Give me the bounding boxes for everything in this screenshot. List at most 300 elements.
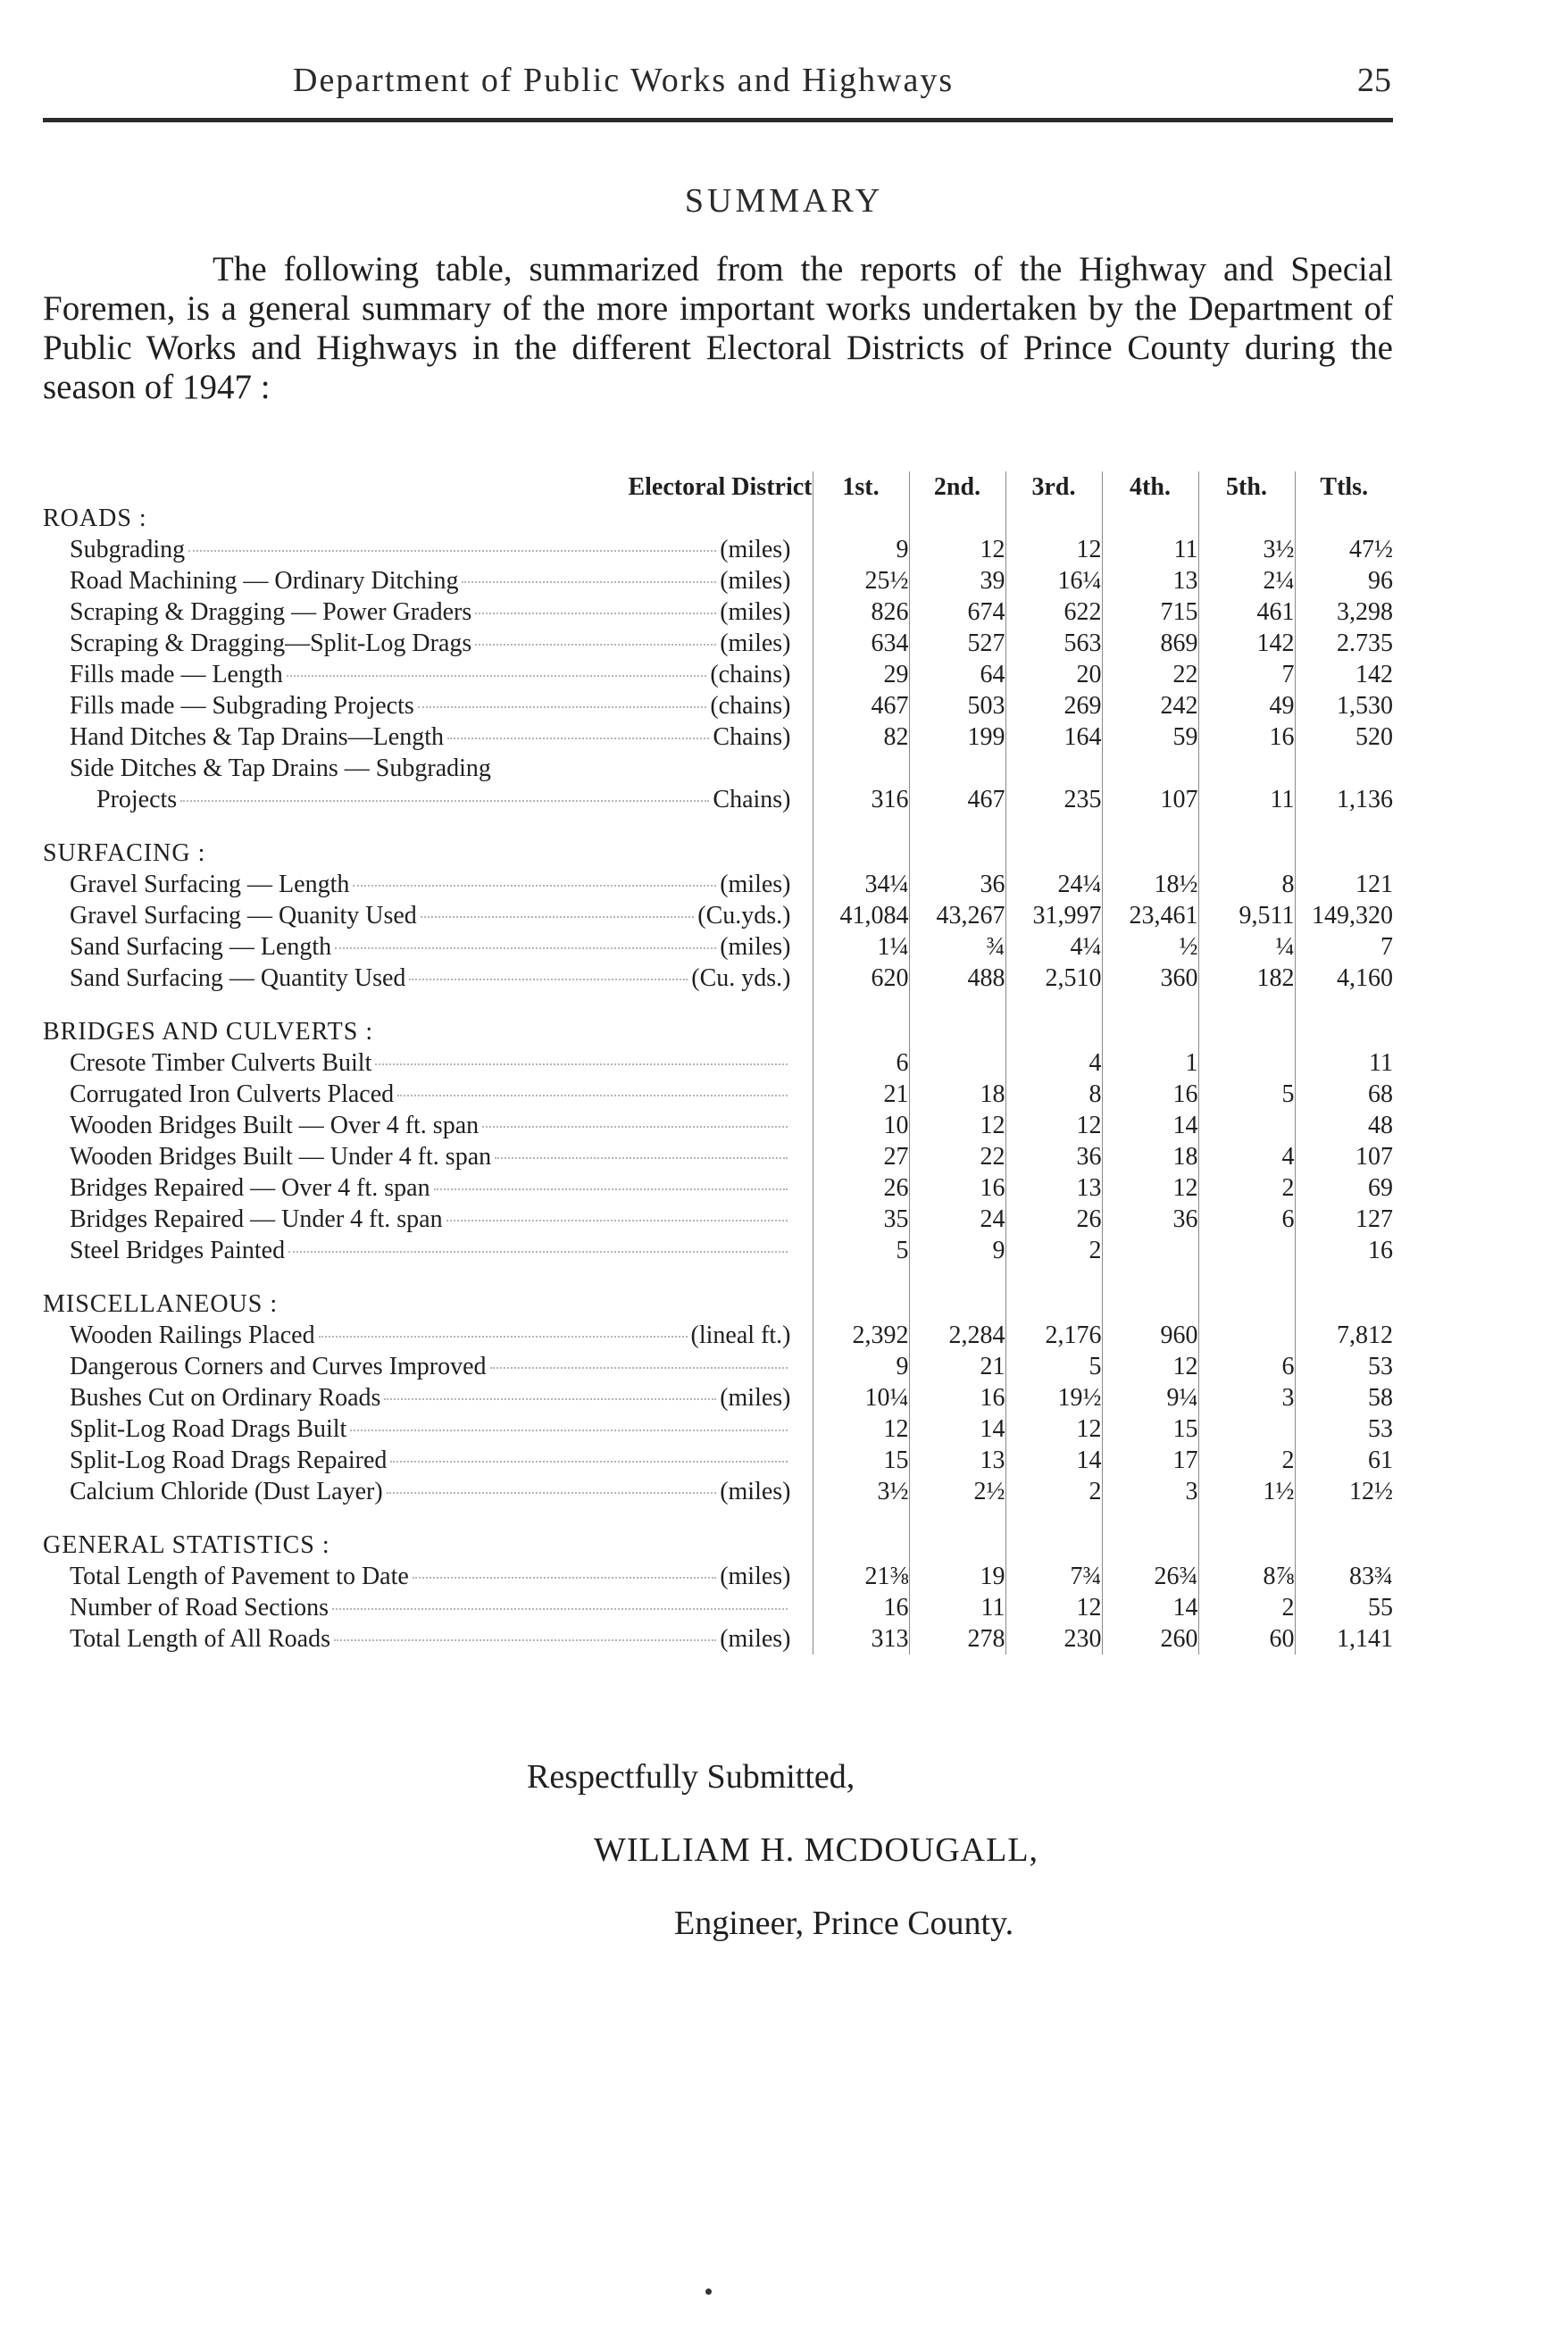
row-unit: (miles) [720, 536, 791, 563]
row-label-cell [43, 1204, 813, 1235]
table-row [43, 963, 1393, 994]
district-value-cell: 8 [1198, 869, 1295, 900]
district-value-cell: 64 [909, 659, 1005, 690]
district-value-cell: 5 [1198, 1079, 1295, 1110]
dot-leader [482, 1125, 787, 1128]
table-row [43, 1351, 1393, 1382]
district-value-cell: 7 [1198, 659, 1295, 690]
row-label-wrap [70, 1382, 813, 1413]
district-value-cell: 620 [813, 963, 909, 994]
row-label: Fills made — Subgrading Projects [70, 692, 414, 720]
total-cell: 142 [1295, 659, 1393, 690]
row-label-wrap [70, 1110, 813, 1141]
table-row [43, 565, 1393, 596]
row-label-wrap [70, 534, 813, 565]
row-label: Number of Road Sections [70, 1594, 329, 1622]
district-value-cell: 9¼ [1102, 1382, 1198, 1413]
district-value-cell: 41,084 [813, 900, 909, 931]
district-value-cell: ½ [1102, 931, 1198, 963]
district-value-cell: 12 [1102, 1351, 1198, 1382]
district-value-cell: 14 [909, 1413, 1005, 1445]
table-row [43, 596, 1393, 628]
empty-cell [1295, 1530, 1393, 1561]
empty-cell [1295, 503, 1393, 534]
district-value-cell: 16 [909, 1172, 1005, 1204]
district-value-cell: 8⅞ [1198, 1561, 1295, 1592]
row-label: Bridges Repaired — Under 4 ft. span [70, 1205, 443, 1233]
row-label-wrap [70, 963, 813, 994]
total-cell: 2.735 [1295, 628, 1393, 659]
district-value-cell: 2¼ [1198, 565, 1295, 596]
table-row [43, 690, 1393, 721]
district-value-cell: 12 [909, 1110, 1005, 1141]
dot-leader [475, 643, 716, 646]
total-cell: 16 [1295, 1235, 1393, 1266]
dot-leader [319, 1335, 688, 1338]
section-spacer [43, 994, 1393, 1016]
row-label-cell [43, 753, 813, 784]
row-label-wrap [70, 721, 813, 753]
empty-cell [1102, 838, 1198, 869]
empty-cell [1198, 1530, 1295, 1561]
district-value-cell: 82 [813, 721, 909, 753]
district-value-cell: 6 [1198, 1204, 1295, 1235]
district-value-cell: 2 [1005, 1476, 1102, 1507]
spacer-cell [909, 815, 1005, 838]
section-header-row [43, 1530, 1393, 1561]
spacer-cell [1198, 994, 1295, 1016]
row-label-wrap [70, 931, 813, 963]
row-label-cell [43, 1413, 813, 1445]
row-label-cell [43, 1445, 813, 1476]
empty-cell [813, 838, 909, 869]
column-header: 2nd. [909, 471, 1005, 503]
section-header-row [43, 1016, 1393, 1047]
intro-paragraph: The following table, summarized from the reports of the Highway and Special Foremen, is a general summary of the more important works undertaken by the Department of Public Works and Highways in the different Electoral Districts of Prince County during the season of 1947 : [43, 250, 1393, 406]
total-cell: 69 [1295, 1172, 1393, 1204]
dot-leader [334, 1638, 716, 1641]
spacer-cell [813, 994, 909, 1016]
row-label-wrap [70, 628, 813, 659]
empty-cell [1198, 838, 1295, 869]
district-value-cell [1198, 1413, 1295, 1445]
district-value-cell [909, 1047, 1005, 1079]
district-value-cell: 13 [1005, 1172, 1102, 1204]
district-value-cell: 29 [813, 659, 909, 690]
row-label: Bridges Repaired — Over 4 ft. span [70, 1174, 430, 1202]
district-value-cell: 260 [1102, 1623, 1198, 1655]
row-label-wrap [70, 1172, 813, 1204]
header-rule [43, 118, 1393, 122]
dot-leader [434, 1188, 788, 1190]
spacer-cell [1102, 1266, 1198, 1288]
row-label: Total Length of Pavement to Date [70, 1563, 409, 1590]
table-body [43, 503, 1393, 1655]
district-value-cell: 11 [909, 1592, 1005, 1623]
district-value-cell: 15 [1102, 1413, 1198, 1445]
section-title: ROADS : [43, 504, 147, 532]
total-cell: 96 [1295, 565, 1393, 596]
spacer-cell [1295, 994, 1393, 1016]
district-value-cell: 12 [1005, 534, 1102, 565]
row-label-cell [43, 1235, 813, 1266]
district-value-cell: 278 [909, 1623, 1005, 1655]
row-label: Corrugated Iron Culverts Placed [70, 1080, 395, 1108]
section-spacer [43, 815, 1393, 838]
district-value-cell: 24 [909, 1204, 1005, 1235]
spacer-cell [1295, 815, 1393, 838]
row-unit: Chains) [713, 786, 791, 813]
row-label-wrap [70, 1351, 813, 1382]
district-value-cell: 826 [813, 596, 909, 628]
district-value-cell: 49 [1198, 690, 1295, 721]
district-value-cell: 5 [813, 1235, 909, 1266]
row-label: Scraping & Dragging — Power Graders [70, 598, 472, 626]
district-value-cell: 13 [909, 1445, 1005, 1476]
district-value-cell: 35 [813, 1204, 909, 1235]
table-row [43, 1235, 1393, 1266]
empty-cell [909, 1288, 1005, 1320]
row-unit: (miles) [720, 933, 791, 961]
district-value-cell: 9 [813, 534, 909, 565]
row-label-wrap [70, 1141, 813, 1172]
total-cell: 520 [1295, 721, 1393, 753]
empty-cell [1102, 1016, 1198, 1047]
empty-cell [1005, 1016, 1102, 1047]
row-label-wrap [70, 753, 813, 784]
district-value-cell: 503 [909, 690, 1005, 721]
spacer-cell [1198, 1507, 1295, 1530]
summary-table [43, 471, 1393, 1655]
row-label-cell [43, 721, 813, 753]
section-title: BRIDGES AND CULVERTS : [43, 1018, 374, 1046]
signatory-title: Engineer, Prince County. [674, 1905, 1014, 1942]
row-label: Bushes Cut on Ordinary Roads [70, 1384, 381, 1412]
row-label-cell [43, 596, 813, 628]
row-label-wrap [70, 1623, 813, 1655]
row-label-wrap [96, 784, 813, 815]
district-value-cell: 622 [1005, 596, 1102, 628]
district-value-cell: 360 [1102, 963, 1198, 994]
empty-cell [1295, 1016, 1393, 1047]
district-value-cell: 242 [1102, 690, 1198, 721]
empty-cell [1102, 1530, 1198, 1561]
dot-leader [421, 915, 694, 918]
district-value-cell: 12 [1005, 1110, 1102, 1141]
row-label-cell [43, 1476, 813, 1507]
column-header: 5th. [1198, 471, 1295, 503]
district-value-cell: 2 [1005, 1235, 1102, 1266]
row-unit: (miles) [720, 1625, 791, 1653]
row-label: Dangerous Corners and Curves Improved [70, 1353, 487, 1380]
total-cell: 48 [1295, 1110, 1393, 1141]
total-cell: 68 [1295, 1079, 1393, 1110]
row-label-cell [43, 1172, 813, 1204]
spacer-cell [1295, 1266, 1393, 1288]
table-row [43, 1079, 1393, 1110]
district-value-cell [813, 753, 909, 784]
dot-leader [288, 1250, 787, 1253]
empty-cell [813, 1016, 909, 1047]
empty-cell [1198, 503, 1295, 534]
row-label-cell [43, 1592, 813, 1623]
district-value-cell: 59 [1102, 721, 1198, 753]
total-cell: 4,160 [1295, 963, 1393, 994]
spacer-cell [1005, 815, 1102, 838]
row-label: Split-Log Road Drags Repaired [70, 1446, 388, 1474]
spacer-cell [1102, 994, 1198, 1016]
district-value-cell [1102, 1235, 1198, 1266]
row-unit: (miles) [720, 567, 791, 595]
row-label: Sand Surfacing — Quantity Used [70, 964, 406, 992]
row-label-cell [43, 931, 813, 963]
district-value-cell: 17 [1102, 1445, 1198, 1476]
district-value-cell: 9 [909, 1235, 1005, 1266]
row-label-cell [43, 1079, 813, 1110]
row-label-wrap [70, 565, 813, 596]
spacer-cell [43, 1266, 813, 1288]
district-value-cell: 12 [909, 534, 1005, 565]
row-label: Wooden Bridges Built — Over 4 ft. span [70, 1112, 480, 1139]
table-row [43, 1561, 1393, 1592]
table-row [43, 1623, 1393, 1655]
row-unit: (Cu.yds.) [697, 902, 791, 930]
total-cell: 83¾ [1295, 1561, 1393, 1592]
district-value-cell: 2,284 [909, 1320, 1005, 1351]
row-unit: (chains) [710, 661, 791, 688]
row-unit: (chains) [710, 692, 791, 720]
spacer-cell [1005, 994, 1102, 1016]
dot-leader [387, 1491, 717, 1494]
table-row [43, 1110, 1393, 1141]
dot-leader [409, 978, 688, 980]
dot-leader [475, 612, 716, 614]
district-value-cell: 26 [813, 1172, 909, 1204]
total-cell: 1,530 [1295, 690, 1393, 721]
table-row [43, 1592, 1393, 1623]
district-value-cell: 563 [1005, 628, 1102, 659]
dot-leader [447, 737, 709, 739]
district-value-cell: 14 [1005, 1445, 1102, 1476]
total-cell: 3,298 [1295, 596, 1393, 628]
district-value-cell: 19½ [1005, 1382, 1102, 1413]
district-value-cell: 10 [813, 1110, 909, 1141]
district-value-cell: 5 [1005, 1351, 1102, 1382]
empty-cell [1198, 1016, 1295, 1047]
district-value-cell: 674 [909, 596, 1005, 628]
district-value-cell: 488 [909, 963, 1005, 994]
district-value-cell: 1 [1102, 1047, 1198, 1079]
spacer-cell [909, 1266, 1005, 1288]
row-label-cell [43, 1320, 813, 1351]
district-value-cell: 107 [1102, 784, 1198, 815]
table-row [43, 534, 1393, 565]
district-value-cell: 16¼ [1005, 565, 1102, 596]
district-value-cell: 3 [1102, 1476, 1198, 1507]
row-label: Steel Bridges Painted [70, 1237, 286, 1264]
row-label: Projects [96, 786, 178, 813]
empty-cell [813, 1288, 909, 1320]
district-value-cell: 10¼ [813, 1382, 909, 1413]
row-unit: (lineal ft.) [690, 1321, 791, 1349]
spacer-cell [813, 1507, 909, 1530]
district-value-cell: 11 [1102, 534, 1198, 565]
district-value-cell [1102, 753, 1198, 784]
row-unit: (miles) [720, 1563, 791, 1590]
empty-cell [1005, 1288, 1102, 1320]
table-row [43, 659, 1393, 690]
district-value-cell [1198, 1320, 1295, 1351]
spacer-cell [909, 994, 1005, 1016]
district-value-cell [909, 753, 1005, 784]
district-value-cell: 14 [1102, 1592, 1198, 1623]
row-label-cell [43, 1623, 813, 1655]
section-title: MISCELLANEOUS : [43, 1290, 279, 1318]
district-value-cell: 39 [909, 565, 1005, 596]
district-value-cell: 34¼ [813, 869, 909, 900]
page-number: 25 [1357, 62, 1391, 99]
total-cell: 149,320 [1295, 900, 1393, 931]
district-value-cell: 2 [1198, 1172, 1295, 1204]
running-header-title: Department of Public Works and Highways [293, 62, 955, 99]
dot-leader [375, 1063, 787, 1065]
table-row [43, 869, 1393, 900]
table-row [43, 1445, 1393, 1476]
district-value-cell: 12 [1005, 1413, 1102, 1445]
row-label: Side Ditches & Tap Drains — Subgrading [70, 754, 491, 782]
row-unit: (miles) [720, 1478, 791, 1505]
district-value-cell [1198, 1110, 1295, 1141]
column-header: Ttls. [1295, 471, 1393, 503]
row-label: Cresote Timber Culverts Built [70, 1049, 372, 1077]
table-header-row [43, 471, 1393, 503]
district-value-cell: 18 [1102, 1141, 1198, 1172]
dot-leader [446, 1219, 788, 1221]
section-header-row [43, 503, 1393, 534]
district-value-cell: 11 [1198, 784, 1295, 815]
district-value-cell: 9,511 [1198, 900, 1295, 931]
district-value-cell: 21⅜ [813, 1561, 909, 1592]
empty-cell [1005, 838, 1102, 869]
district-value-cell: 12 [813, 1413, 909, 1445]
row-label-cell [43, 869, 813, 900]
dot-leader [287, 674, 707, 677]
total-cell: 53 [1295, 1351, 1393, 1382]
dot-leader [335, 946, 716, 949]
dot-leader [390, 1460, 787, 1463]
total-cell: 7,812 [1295, 1320, 1393, 1351]
row-label-wrap [70, 1413, 813, 1445]
row-label-cell [43, 565, 813, 596]
spacer-cell [1198, 1266, 1295, 1288]
district-value-cell [1198, 1047, 1295, 1079]
dot-leader [490, 1366, 788, 1369]
row-label-wrap [70, 1592, 813, 1623]
table-row [43, 1382, 1393, 1413]
district-value-cell: 4¼ [1005, 931, 1102, 963]
table-row [43, 1413, 1393, 1445]
row-label-wrap [70, 596, 813, 628]
district-value-cell: 21 [909, 1351, 1005, 1382]
district-value-cell: 31,997 [1005, 900, 1102, 931]
district-value-cell [1198, 1235, 1295, 1266]
row-label-cell [43, 900, 813, 931]
table-row [43, 721, 1393, 753]
total-cell [1295, 753, 1393, 784]
row-unit: (miles) [720, 871, 791, 898]
table-row [43, 900, 1393, 931]
dot-leader [413, 1576, 716, 1579]
total-cell: 47½ [1295, 534, 1393, 565]
district-value-cell [1005, 753, 1102, 784]
closing-salutation: Respectfully Submitted, [527, 1758, 855, 1796]
row-label: Gravel Surfacing — Length [70, 871, 350, 898]
total-cell: 1,141 [1295, 1623, 1393, 1655]
section-title: SURFACING : [43, 839, 206, 867]
row-label-wrap [70, 1561, 813, 1592]
total-cell: 11 [1295, 1047, 1393, 1079]
stray-mark [705, 2288, 712, 2295]
total-cell: 1,136 [1295, 784, 1393, 815]
dot-leader [418, 705, 707, 708]
district-value-cell: ¼ [1198, 931, 1295, 963]
spacer-cell [1005, 1266, 1102, 1288]
row-unit: (Cu. yds.) [691, 964, 791, 992]
row-label: Sand Surfacing — Length [70, 933, 332, 961]
row-label: Split-Log Road Drags Built [70, 1415, 347, 1443]
row-label: Scraping & Dragging—Split-Log Drags [70, 629, 472, 657]
district-value-cell: 22 [909, 1141, 1005, 1172]
district-value-cell: 18 [909, 1079, 1005, 1110]
spacer-cell [43, 994, 813, 1016]
total-cell: 53 [1295, 1413, 1393, 1445]
total-cell: 61 [1295, 1445, 1393, 1476]
row-label-cell [43, 690, 813, 721]
row-label: Gravel Surfacing — Quanity Used [70, 902, 417, 930]
row-label-wrap [70, 1476, 813, 1507]
row-label: Wooden Railings Placed [70, 1321, 315, 1349]
row-unit: (miles) [720, 598, 791, 626]
spacer-cell [813, 815, 909, 838]
table-row [43, 628, 1393, 659]
district-value-cell: 22 [1102, 659, 1198, 690]
dot-leader [350, 1429, 787, 1431]
row-label-cell [43, 659, 813, 690]
district-value-cell: 20 [1005, 659, 1102, 690]
district-value-cell: 21 [813, 1079, 909, 1110]
summary-title: SUMMARY [684, 182, 884, 220]
district-value-cell: 18½ [1102, 869, 1198, 900]
section-header-row [43, 838, 1393, 869]
table-row [43, 931, 1393, 963]
district-value-cell: 2,392 [813, 1320, 909, 1351]
total-cell: 7 [1295, 931, 1393, 963]
district-value-cell: 23,461 [1102, 900, 1198, 931]
row-label-cell [43, 1561, 813, 1592]
column-header: 4th. [1102, 471, 1198, 503]
row-label-wrap [70, 900, 813, 931]
district-value-cell: 14 [1102, 1110, 1198, 1141]
district-value-cell: 634 [813, 628, 909, 659]
table-row [43, 753, 1393, 784]
district-value-cell: 4 [1198, 1141, 1295, 1172]
district-value-cell: 235 [1005, 784, 1102, 815]
table-row [43, 1047, 1393, 1079]
row-label-wrap [70, 1445, 813, 1476]
row-label-wrap [70, 1320, 813, 1351]
column-header: 1st. [813, 471, 909, 503]
district-value-cell: 461 [1198, 596, 1295, 628]
